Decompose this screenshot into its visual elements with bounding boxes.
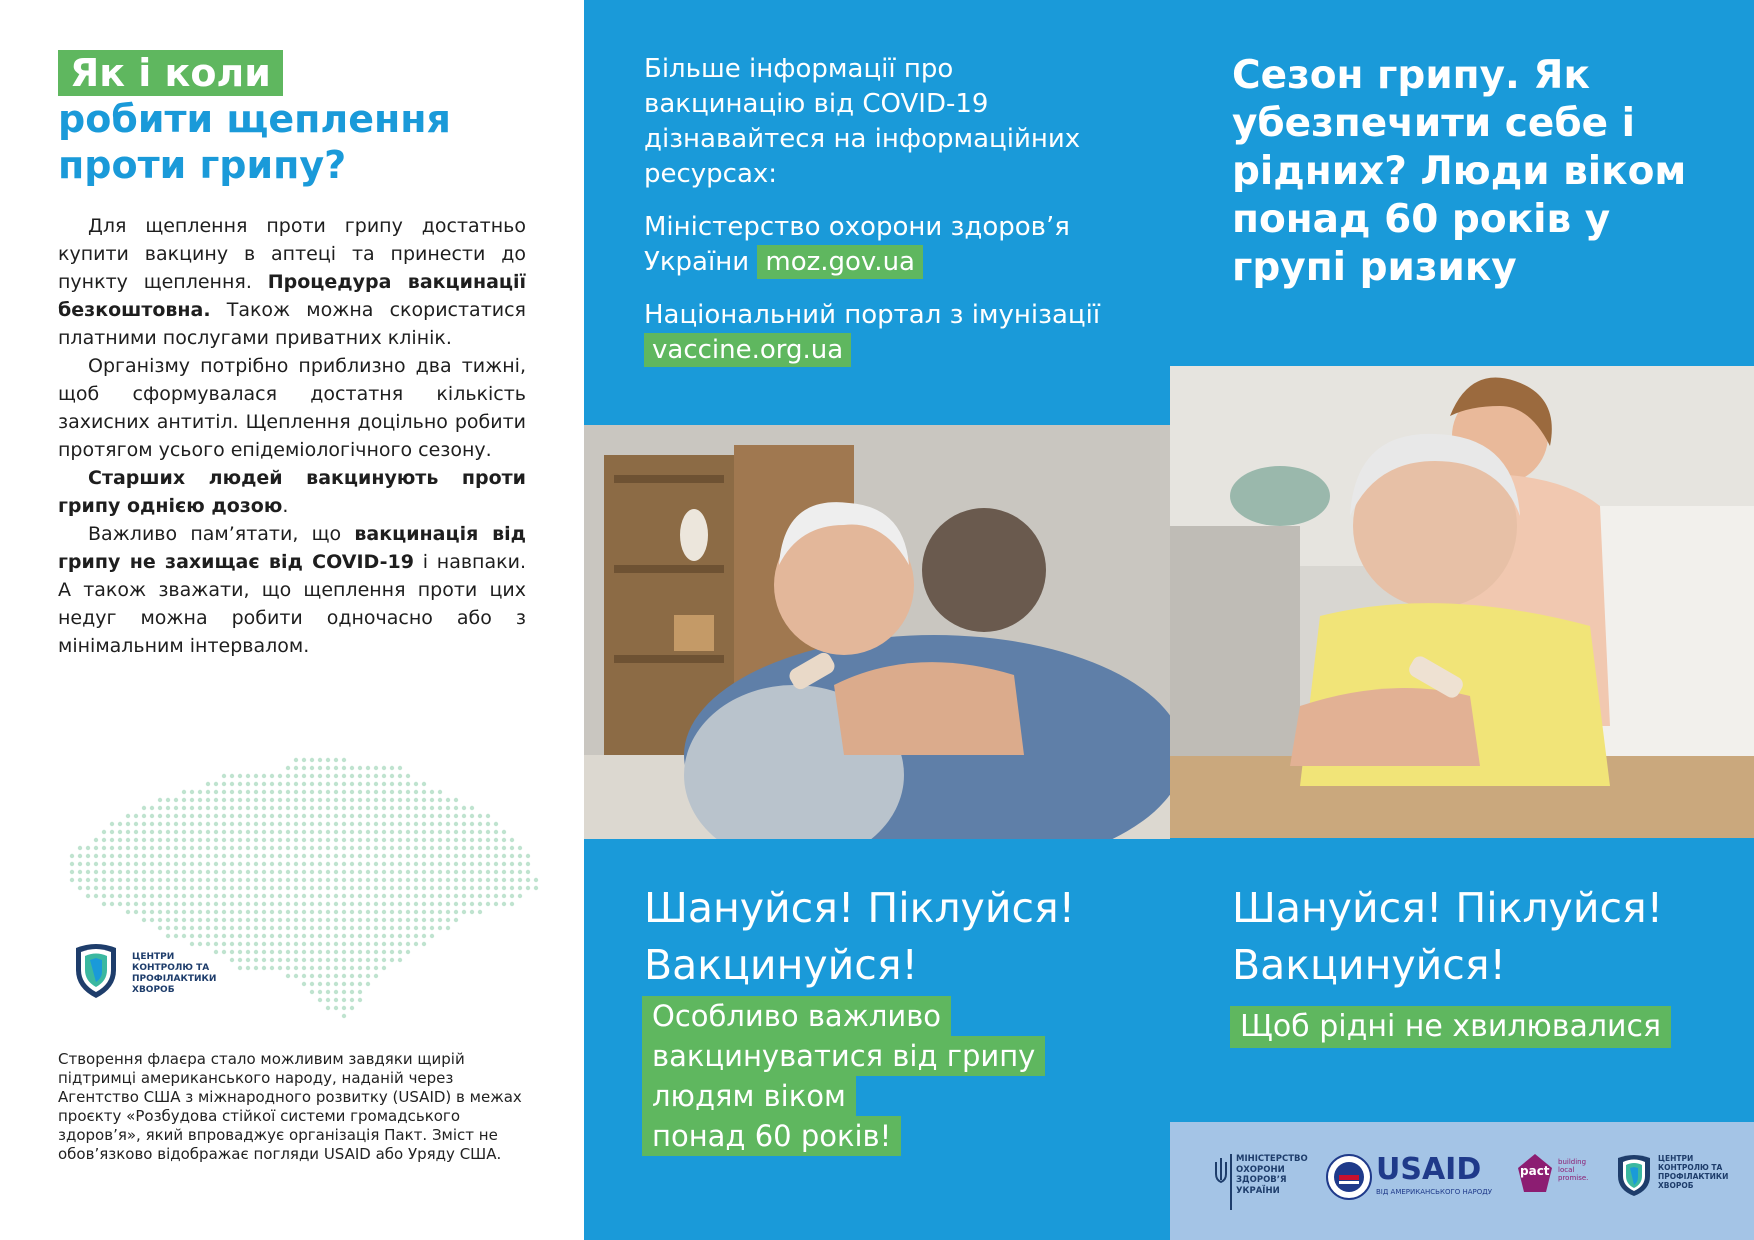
left-panel: [0, 0, 584, 1240]
para3-text: .: [282, 495, 289, 517]
info-intro: Більше інформації про вакцинацію від COVID-19 дізнавайтеся на інформаційних ресурсах:: [644, 54, 1081, 189]
right-title: Сезон грипу. Як убезпечити себе і рідних? Люди віком понад 60 років у групі ризику: [1232, 53, 1687, 290]
slogan-right-line-2: Вакцинуйся!: [1232, 941, 1506, 989]
moh-link[interactable]: moz.gov.ua: [757, 245, 923, 279]
cdc-small-line: ПРОФІЛАКТИКИ: [1658, 1172, 1729, 1181]
left-title: [58, 50, 451, 188]
cdc-small-text: [1658, 1154, 1728, 1190]
photo-men-hugging-image: [584, 425, 1170, 839]
moh-line: ОХОРОНИ: [1236, 1164, 1285, 1175]
right-panel: [1170, 0, 1754, 1240]
title-highlight: Як і коли: [58, 50, 283, 96]
usaid-word: USAID: [1376, 1152, 1482, 1187]
photo-grandmother-girl-image: [1170, 366, 1754, 838]
paragraph-3: [58, 464, 526, 520]
cdc-line: ПРОФІЛАКТИКИ: [132, 974, 217, 984]
usaid-subtitle: ВІД АМЕРИКАНСЬКОГО НАРОДУ: [1376, 1188, 1492, 1196]
highlight-line-4: понад 60 років!: [642, 1116, 901, 1156]
cdc-small-line: КОНТРОЛЮ ТА: [1658, 1163, 1723, 1172]
para1-text: Для щеплення проти грипу достатньо купити вакцину в аптеці та принести до пункту щеплення.: [58, 215, 526, 293]
highlight-line-2: вакцинуватися від грипу: [642, 1036, 1045, 1076]
pact-tag-line: promise.: [1558, 1174, 1589, 1182]
highlight-line-3: людям віком: [642, 1076, 856, 1116]
cdc-small-line: ЦЕНТРИ: [1658, 1154, 1694, 1163]
photo-grandmother-girl: [1170, 366, 1754, 838]
para1-bold: Процедура вакцинації безкоштовна.: [58, 271, 526, 321]
paragraph-1: [58, 212, 526, 352]
cdc-line: КОНТРОЛЮ ТА: [132, 963, 210, 973]
usaid-seal-icon: [1326, 1154, 1372, 1200]
usaid-wordmark: [1376, 1154, 1481, 1186]
slogan: [644, 880, 1075, 994]
moh-line: ЗДОРОВ’Я: [1236, 1175, 1287, 1185]
slogan-line-2: Вакцинуйся!: [644, 941, 918, 989]
pact-tag-line: building: [1558, 1158, 1587, 1166]
portal-link[interactable]: vaccine.org.ua: [644, 333, 851, 367]
portal-info: [644, 298, 1114, 368]
slogan-right: [1232, 880, 1663, 994]
para3-bold: Старших людей вакцинують проти грипу однією дозою: [58, 467, 526, 517]
para4-text: Важливо пам’ятати, що: [88, 523, 355, 545]
cdc-line: ЦЕНТРИ: [132, 952, 175, 962]
slogan-line-1: Шануйся! Піклуйся!: [644, 884, 1076, 932]
portal-label: Національний портал з імунізації: [644, 300, 1101, 330]
partner-logos-band: [1170, 1122, 1754, 1240]
trident-icon: [1214, 1156, 1228, 1190]
para1-text-end: Також можна скористатися платними послугами приватних клінік.: [58, 299, 526, 349]
paragraph-2: Організму потрібно приблизно два тижні, щоб сформувалася достатня кількість захисних антитіл. Щеплення доцільно робити протягом усього епідеміологічного сезону.: [58, 355, 526, 461]
cdc-line: ХВОРОБ: [132, 985, 175, 995]
middle-panel: [584, 0, 1170, 1240]
usaid-credit-text: Створення флаєра стало можливим завдяки щирій підтримці американського народу, наданій через Агентство США з міжнародного розвитку (USAID) в межах проєкту «Розбудова стійкої системи громадського здоров’я», який впроваджує організація Пакт. Зміст не обов’язково відображає погляди USAID або Уряду США.: [58, 1050, 522, 1163]
highlight-line-1: Особливо важливо: [642, 996, 951, 1036]
body-text: [58, 212, 526, 660]
slogan-right-line-1: Шануйся! Піклуйся!: [1232, 884, 1664, 932]
pact-tag-line: local: [1558, 1166, 1575, 1174]
para4-bold: вакцинація від грипу не захищає від COVID-19: [58, 523, 526, 573]
moh-divider: [1230, 1154, 1232, 1210]
cdc-small-line: ХВОРОБ: [1658, 1181, 1694, 1190]
pact-word: pact: [1520, 1164, 1550, 1178]
pact-tagline: [1558, 1158, 1588, 1182]
title-line-2: робити щеплення: [58, 97, 451, 141]
moh-line: УКРАЇНИ: [1236, 1185, 1280, 1196]
moh-label: Міністерство охорони здоров’я України: [644, 212, 1070, 277]
photo-men-hugging: [584, 425, 1170, 839]
moh-text: [1236, 1154, 1308, 1196]
cdc-small-shield-icon: [1614, 1152, 1654, 1198]
moh-info: [644, 210, 1114, 280]
title-line-3: проти грипу?: [58, 143, 347, 187]
highlight-right: Щоб рідні не хвилювалися: [1230, 1006, 1671, 1048]
paragraph-4: [58, 520, 526, 660]
moh-line: МІНІСТЕРСТВО: [1236, 1154, 1308, 1164]
cdc-logo-text: [132, 952, 216, 996]
para4-text-end: і навпаки. А також зважати, що щеплення проти цих недуг можна робити одночасно або з мінімальним інтервалом.: [58, 551, 526, 657]
